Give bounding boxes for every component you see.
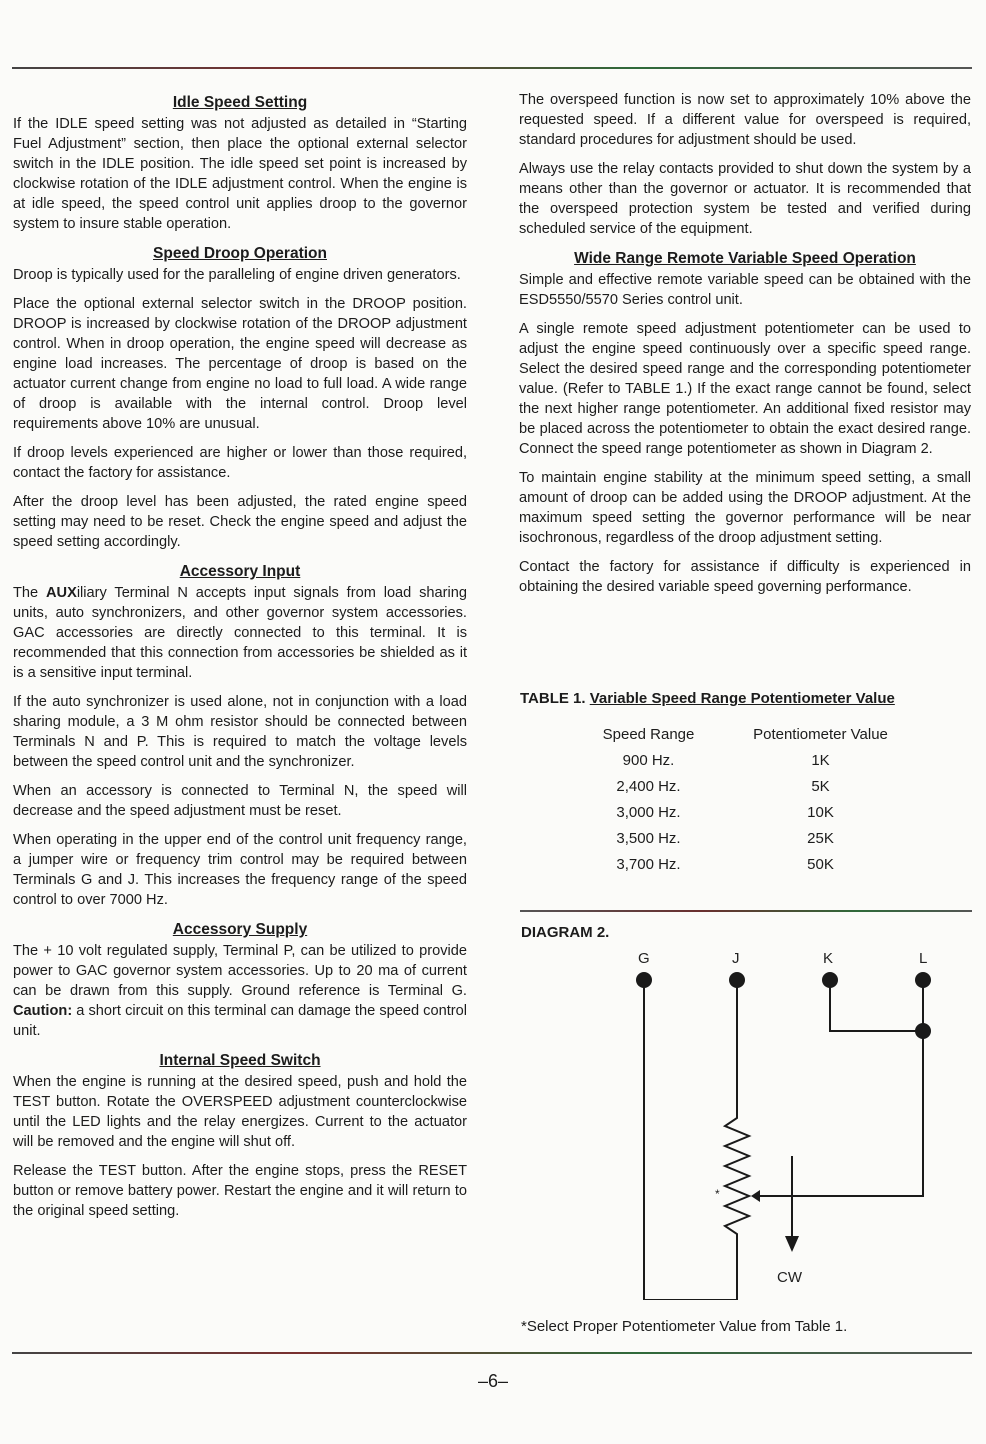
potentiometer-resistor (725, 1108, 749, 1242)
wiper-arrowhead (751, 1190, 760, 1202)
speed-cell: 3,500 Hz. (616, 830, 681, 847)
accessory-supply-heading: Accessory Supply (172, 921, 308, 938)
potentiometer-table (585, 722, 929, 878)
overspeed-paragraph: The overspeed function is now set to approximately 10% above the requested speed. If a different value for overspeed is required, standard procedures for adjustment should be used. (519, 92, 971, 148)
pot-cell: 25K (807, 830, 834, 847)
pot-cell: 10K (807, 804, 834, 821)
cw-arrowhead (785, 1236, 799, 1252)
accessory-input-paragraph-3: When an accessory is connected to Terminal N, the speed will decrease and the speed adjustment must be reset. (13, 783, 467, 819)
wide-range-paragraph-3: To maintain engine stability at the minimum speed setting, a small amount of droop can be added using the DROOP adjustment. At the maximum speed setting the governor performance will be near isochronous, regardless of the droop adjustment setting. (519, 470, 971, 546)
aux-bold: AUX (46, 585, 77, 601)
table-title-text: Variable Speed Range Potentiometer Value (589, 690, 895, 707)
terminal-label-l: L (919, 950, 928, 967)
wiring-diagram (600, 940, 960, 1300)
accessory-input-paragraph-4: When operating in the upper end of the control unit frequency range, a jumper wire or frequency trim control may be required between Terminals G and J. This increases the frequency range of the speed control to over 7000 Hz. (13, 832, 467, 908)
wide-range-paragraph-1: Simple and effective remote variable speed can be obtained with the ESD5550/5570 Series control unit. (519, 272, 971, 308)
speed-droop-heading: Speed Droop Operation (153, 245, 327, 262)
droop-paragraph-1: Droop is typically used for the paralleling of engine driven generators. (13, 267, 461, 283)
table-row (585, 826, 929, 852)
terminal-l-dot (915, 972, 931, 988)
top-rule (12, 67, 972, 69)
junction-dot (915, 1023, 931, 1039)
pot-cell: 5K (811, 778, 830, 795)
table-row (585, 748, 929, 774)
droop-paragraph-3: If droop levels experienced are higher or lower than those required, contact the factory for assistance. (13, 445, 467, 481)
caution-bold: Caution: (13, 1003, 73, 1019)
idle-speed-paragraph: If the IDLE speed setting was not adjusted as detailed in “Starting Fuel Adjustment” section, then place the optional external selector switch in the IDLE position. The idle speed set point is increased by clockwise rotation of the IDLE adjustment control. When the engine is at idle speed, the speed control unit applies droop to the governor system to insure stable operation. (13, 116, 467, 232)
page-number: –6– (478, 1371, 509, 1391)
terminal-label-j: J (732, 950, 740, 967)
terminal-j-dot (729, 972, 745, 988)
speed-cell: 3,000 Hz. (616, 804, 681, 821)
text-run: iliary Terminal N accepts input signals from load sharing units, auto synchronizers, and other governor system accessories. GAC accessories are directly connected to this terminal. It is recommended that this connection from accessories be shielded as it is a sensitive input terminal. (13, 585, 468, 681)
accessory-input-paragraph-1 (13, 583, 467, 683)
right-column (519, 90, 971, 606)
relay-paragraph: Always use the relay contacts provided to shut down the system by a means other than the governor or actuator. It is recommended that the overspeed protection system be tested and verified during scheduled service of the equipment. (519, 161, 971, 237)
table-row (585, 800, 929, 826)
text-run: The + 10 volt regulated supply, Terminal P, can be utilized to provide power to GAC governor system accessories. Up to 20 ma of current can be drawn from this supply. Ground reference is Terminal G. (13, 943, 467, 999)
wide-range-heading: Wide Range Remote Variable Speed Operation (574, 250, 916, 267)
terminal-k-dot (822, 972, 838, 988)
table-row (585, 852, 929, 878)
accessory-input-heading: Accessory Input (179, 563, 301, 580)
table-label: TABLE 1. (520, 690, 586, 707)
header-potentiometer-value: Potentiometer Value (753, 726, 888, 743)
left-column (13, 92, 467, 1230)
text-run: a short circuit on this terminal can damage the speed control unit. (13, 1003, 467, 1039)
diagram-title: DIAGRAM 2. (521, 924, 610, 941)
table-header-row (585, 722, 929, 748)
cw-label: CW (777, 1269, 802, 1286)
pot-cell: 1K (811, 752, 830, 769)
speed-cell: 900 Hz. (622, 752, 675, 769)
droop-paragraph-4: After the droop level has been adjusted, the rated engine speed setting may need to be reset. Check the engine speed and adjust the speed setting accordingly. (13, 494, 467, 550)
text-run: The (13, 585, 46, 601)
terminal-label-g: G (638, 950, 650, 967)
header-speed-range: Speed Range (602, 726, 695, 743)
pot-cell: 50K (807, 856, 834, 873)
asterisk-mark: * (715, 1187, 720, 1201)
accessory-supply-paragraph (13, 941, 467, 1041)
terminal-label-k: K (823, 950, 834, 967)
speed-cell: 3,700 Hz. (616, 856, 681, 873)
internal-speed-switch-heading: Internal Speed Switch (159, 1052, 321, 1069)
bottom-rule (12, 1352, 972, 1354)
wide-range-paragraph-2: A single remote speed adjustment potentiometer can be used to adjust the engine speed continuously over a specific speed range. Select the desired speed range and the corresponding potentiometer value. (Refer to TABLE 1.) If the exact range cannot be found, select the next higher range potentiometer. An additional fixed resistor may be placed across the potentiometer to obtain the exact desired range. Connect the speed range potentiometer as shown in Diagram 2. (519, 321, 971, 457)
internal-switch-paragraph-1: When the engine is running at the desired speed, push and hold the TEST button. Rotate the OVERSPEED adjustment counterclockwise until the LED lights and the relay energizes. Current to the actuator will be removed and the engine will shut off. (13, 1074, 467, 1150)
diagram-footnote: *Select Proper Potentiometer Value from Table 1. (521, 1318, 848, 1335)
wire-l (760, 980, 923, 1196)
accessory-input-paragraph-2: If the auto synchronizer is used alone, not in conjunction with a load sharing module, a 3 M ohm resistor should be connected between Terminals N and P. This is required to match the voltage levels between the speed control unit and the synchronizer. (13, 694, 467, 770)
table-title (520, 690, 895, 707)
wire-k (830, 980, 923, 1031)
droop-paragraph-2: Place the optional external selector switch in the DROOP position. DROOP is increased by clockwise rotation of the DROOP adjustment control. When in droop operation, the engine speed will decrease as engine load increases. The percentage of droop is based on the actuator current change from engine no load to full load. A wide range of droop is available with the internal control. Droop level requirements above 10% are unusual. (13, 296, 467, 432)
wide-range-paragraph-4: Contact the factory for assistance if difficulty is experienced in obtaining the desired variable speed governing performance. (519, 559, 971, 595)
internal-switch-paragraph-2: Release the TEST button. After the engine stops, press the RESET button or remove battery power. Restart the engine and it will return to the original speed setting. (13, 1163, 467, 1219)
terminal-g-dot (636, 972, 652, 988)
diagram-rule (520, 910, 972, 912)
speed-cell: 2,400 Hz. (616, 778, 681, 795)
idle-speed-heading: Idle Speed Setting (172, 94, 308, 111)
table-row (585, 774, 929, 800)
wire-g (644, 980, 737, 1300)
